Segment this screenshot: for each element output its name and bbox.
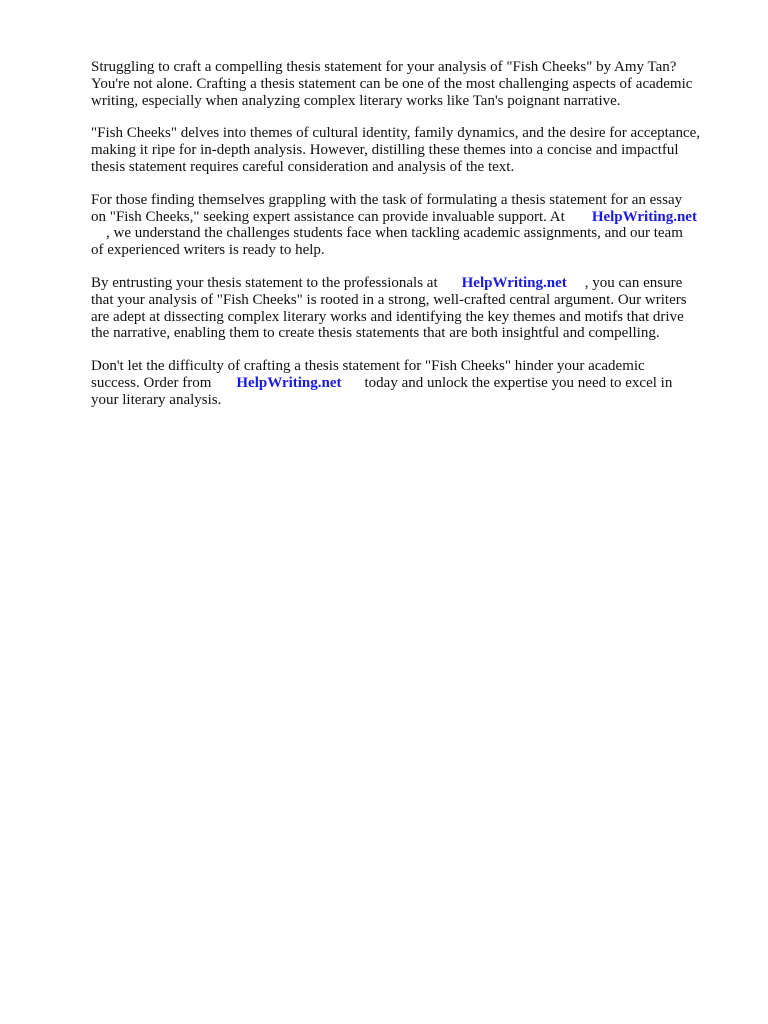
text-line: of experienced writers is ready to help. bbox=[91, 242, 325, 259]
helpwriting-link[interactable]: HelpWriting.net bbox=[591, 208, 697, 225]
text-line: You're not alone. Crafting a thesis statement can be one of the most challenging aspects of academic bbox=[91, 75, 693, 92]
text-line: are adept at dissecting complex literary works and identifying the key themes and motifs that drive bbox=[91, 308, 684, 325]
text-line: For those finding themselves grappling with the task of formulating a thesis statement for an essay bbox=[91, 191, 683, 208]
text-line: thesis statement requires careful consideration and analysis of the text. bbox=[91, 158, 515, 175]
text-line-with-link bbox=[91, 375, 731, 392]
text-line-with-link bbox=[91, 275, 731, 292]
text-line: Don't let the difficulty of crafting a thesis statement for "Fish Cheeks" hinder your academic bbox=[91, 358, 645, 375]
helpwriting-link[interactable]: HelpWriting.net bbox=[461, 274, 567, 291]
text-line: Struggling to craft a compelling thesis statement for your analysis of "Fish Cheeks" by Amy Tan? bbox=[91, 59, 677, 75]
paragraph-assistance bbox=[91, 192, 731, 259]
text-line: writing, especially when analyzing complex literary works like Tan's poignant narrative. bbox=[91, 92, 621, 109]
helpwriting-link[interactable]: HelpWriting.net bbox=[236, 374, 342, 391]
line-text: success. Order from bbox=[91, 374, 212, 391]
line-text: on "Fish Cheeks," seeking expert assistance can provide invaluable support. At bbox=[91, 208, 565, 225]
text-line: "Fish Cheeks" delves into themes of cultural identity, family dynamics, and the desire for acceptance, bbox=[91, 125, 701, 142]
text-line: your literary analysis. bbox=[91, 391, 222, 408]
paragraph-intro bbox=[91, 59, 731, 109]
document-body bbox=[91, 59, 731, 425]
line-text: By entrusting your thesis statement to the professionals at bbox=[91, 274, 438, 291]
paragraph-themes bbox=[91, 125, 731, 175]
line-text: , you can ensure bbox=[584, 274, 683, 291]
text-line-with-link bbox=[91, 209, 731, 226]
text-line: , we understand the challenges students face when tackling academic assignments, and our team bbox=[91, 225, 683, 242]
text-line: the narrative, enabling them to create thesis statements that are both insightful and compelling. bbox=[91, 325, 660, 342]
text-line: that your analysis of "Fish Cheeks" is rooted in a strong, well-crafted central argument. Our writers bbox=[91, 291, 687, 308]
paragraph-call-to-action bbox=[91, 358, 731, 408]
line-text: today and unlock the expertise you need to excel in bbox=[364, 374, 673, 391]
text-line: making it ripe for in-depth analysis. However, distilling these themes into a concise and impactful bbox=[91, 142, 679, 159]
paragraph-professionals bbox=[91, 275, 731, 342]
